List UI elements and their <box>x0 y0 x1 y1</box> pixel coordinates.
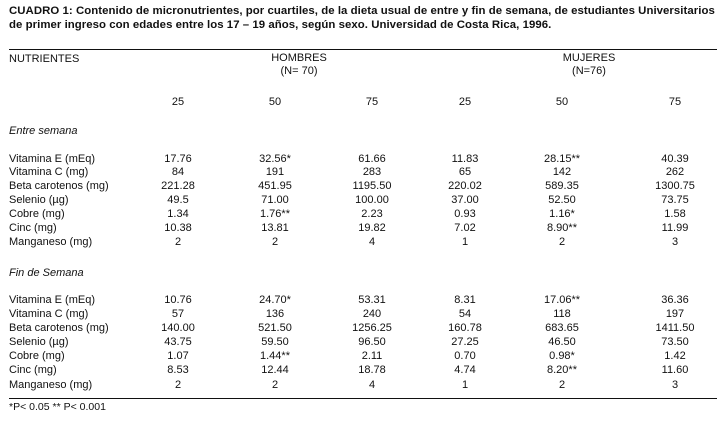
cell: 8.90** <box>547 222 577 234</box>
table-row <box>0 166 723 179</box>
row-label: Cobre (mg) <box>9 350 65 362</box>
table-row <box>0 153 723 166</box>
cell: 1195.50 <box>352 180 392 192</box>
cell: 220.02 <box>448 180 482 192</box>
row-label: Manganeso (mg) <box>9 379 93 391</box>
cell: 57 <box>171 308 185 320</box>
nutrients-header: NUTRIENTES <box>9 53 80 65</box>
caption-label: CUADRO 1: <box>9 5 73 17</box>
cell: 589.35 <box>545 180 579 192</box>
cell: 3 <box>671 379 679 391</box>
section-title-weekday: Entre semana <box>9 125 78 137</box>
table-row <box>0 222 723 235</box>
row-label: Cinc (mg) <box>9 364 57 376</box>
cell: 17.76 <box>164 153 192 165</box>
cell: 37.00 <box>451 194 479 206</box>
cell: 2 <box>174 236 182 248</box>
quartile-header: 25 <box>458 96 472 108</box>
cell: 140.00 <box>161 322 195 334</box>
cell: 1411.50 <box>655 322 695 334</box>
row-label: Beta carotenos (mg) <box>9 180 109 192</box>
cell: 19.82 <box>358 222 386 234</box>
cell: 1.76** <box>260 208 290 220</box>
top-rule <box>9 49 717 50</box>
cell: 10.38 <box>164 222 192 234</box>
cell: 1.58 <box>664 208 686 220</box>
women-group-header <box>519 52 659 78</box>
footnote: *P< 0.05 ** P< 0.001 <box>9 401 106 413</box>
cell: 3 <box>671 236 679 248</box>
table-row <box>0 350 723 363</box>
cell: 4 <box>368 236 376 248</box>
cell: 1.42 <box>664 350 686 362</box>
row-label: Vitamina C (mg) <box>9 308 89 320</box>
quartile-header: 75 <box>365 96 379 108</box>
cell: 8.31 <box>454 294 476 306</box>
cell: 0.93 <box>454 208 476 220</box>
cell: 451.95 <box>258 180 292 192</box>
caption-text: Contenido de micronutrientes, por cuartiles, de la dieta usual de entre y fin de semana, de estudiantes Universitarios de primer ingreso con edades entre los 17 – 19 años, según sexo. Universidad de Costa Rica, 1996. <box>9 5 715 31</box>
cell: 1.34 <box>167 208 189 220</box>
cell: 73.75 <box>661 194 689 206</box>
cell: 40.39 <box>661 153 689 165</box>
cell: 36.36 <box>661 294 689 306</box>
cell: 32.56* <box>259 153 291 165</box>
cell: 191 <box>265 166 285 178</box>
cell: 4.74 <box>454 364 476 376</box>
cell: 197 <box>665 308 685 320</box>
cell: 2 <box>271 236 279 248</box>
cell: 8.20** <box>547 364 577 376</box>
row-label: Beta carotenos (mg) <box>9 322 109 334</box>
table-row <box>0 308 723 321</box>
cell: 240 <box>362 308 382 320</box>
cell: 11.83 <box>451 153 479 165</box>
cell: 7.02 <box>454 222 476 234</box>
row-label: Cinc (mg) <box>9 222 57 234</box>
cell: 2.23 <box>361 208 383 220</box>
cell: 118 <box>553 308 571 320</box>
cell: 1300.75 <box>655 180 695 192</box>
cell: 61.66 <box>358 153 386 165</box>
quartile-header: 50 <box>268 96 282 108</box>
cell: 11.99 <box>661 222 689 234</box>
quartile-header: 25 <box>171 96 185 108</box>
cell: 1.16* <box>549 208 575 220</box>
cell: 43.75 <box>164 336 192 348</box>
bottom-rule <box>9 398 717 399</box>
cell: 28.15** <box>543 153 581 165</box>
quartile-header: 75 <box>668 96 682 108</box>
cell: 4 <box>368 379 376 391</box>
cell: 1 <box>461 236 469 248</box>
cell: 2.11 <box>361 350 383 362</box>
cell: 2 <box>558 236 566 248</box>
row-label: Manganeso (mg) <box>9 236 93 248</box>
cell: 142 <box>552 166 572 178</box>
cell: 262 <box>665 166 685 178</box>
cell: 1 <box>461 379 469 391</box>
cell: 683.65 <box>545 322 579 334</box>
table-row <box>0 236 723 249</box>
cell: 65 <box>458 166 472 178</box>
table-row <box>0 180 723 193</box>
cell: 73.50 <box>661 336 689 348</box>
quartile-header: 50 <box>555 96 569 108</box>
men-group-header <box>229 52 369 78</box>
cell: 2 <box>271 379 279 391</box>
table-row <box>0 208 723 221</box>
row-label: Selenio (µg) <box>9 194 69 206</box>
cell: 136 <box>265 308 285 320</box>
table-row <box>0 322 723 335</box>
row-label: Vitamina C (mg) <box>9 166 89 178</box>
row-label: Cobre (mg) <box>9 208 65 220</box>
cell: 160.78 <box>448 322 482 334</box>
row-label: Vitamina E (mEq) <box>9 294 95 306</box>
cell: 521.50 <box>258 322 292 334</box>
cell: 1.07 <box>167 350 189 362</box>
cell: 8.53 <box>167 364 189 376</box>
cell: 84 <box>171 166 185 178</box>
cell: 54 <box>458 308 472 320</box>
cell: 53.31 <box>358 294 386 306</box>
table-row <box>0 336 723 349</box>
cell: 27.25 <box>451 336 479 348</box>
section-title-weekend: Fin de Semana <box>9 267 84 279</box>
men-label: HOMBRES <box>271 52 327 64</box>
cell: 17.06** <box>543 294 581 306</box>
women-label: MUJERES <box>562 52 616 64</box>
cell: 24.70* <box>259 294 291 306</box>
row-label: Vitamina E (mEq) <box>9 153 95 165</box>
cell: 49.5 <box>167 194 189 206</box>
table-row <box>0 194 723 207</box>
cell: 1256.25 <box>352 322 392 334</box>
cell: 10.76 <box>164 294 192 306</box>
cell: 96.50 <box>358 336 386 348</box>
cell: 2 <box>558 379 566 391</box>
cell: 221.28 <box>161 180 195 192</box>
table-row <box>0 379 723 392</box>
cell: 13.81 <box>261 222 289 234</box>
table-caption <box>9 4 715 32</box>
row-label: Selenio (µg) <box>9 336 69 348</box>
cell: 46.50 <box>548 336 576 348</box>
cell: 0.98* <box>549 350 575 362</box>
cell: 59.50 <box>261 336 289 348</box>
table-row <box>0 364 723 377</box>
cell: 12.44 <box>261 364 289 376</box>
cell: 100.00 <box>355 194 389 206</box>
cell: 18.78 <box>358 364 386 376</box>
cell: 283 <box>362 166 382 178</box>
cell: 2 <box>174 379 182 391</box>
men-count: (N= 70) <box>280 65 318 77</box>
cell: 71.00 <box>261 194 289 206</box>
cell: 1.44** <box>260 350 290 362</box>
cell: 11.60 <box>661 364 689 376</box>
cell: 52.50 <box>548 194 576 206</box>
table-row <box>0 294 723 307</box>
cell: 0.70 <box>454 350 476 362</box>
women-count: (N=76) <box>572 65 606 77</box>
